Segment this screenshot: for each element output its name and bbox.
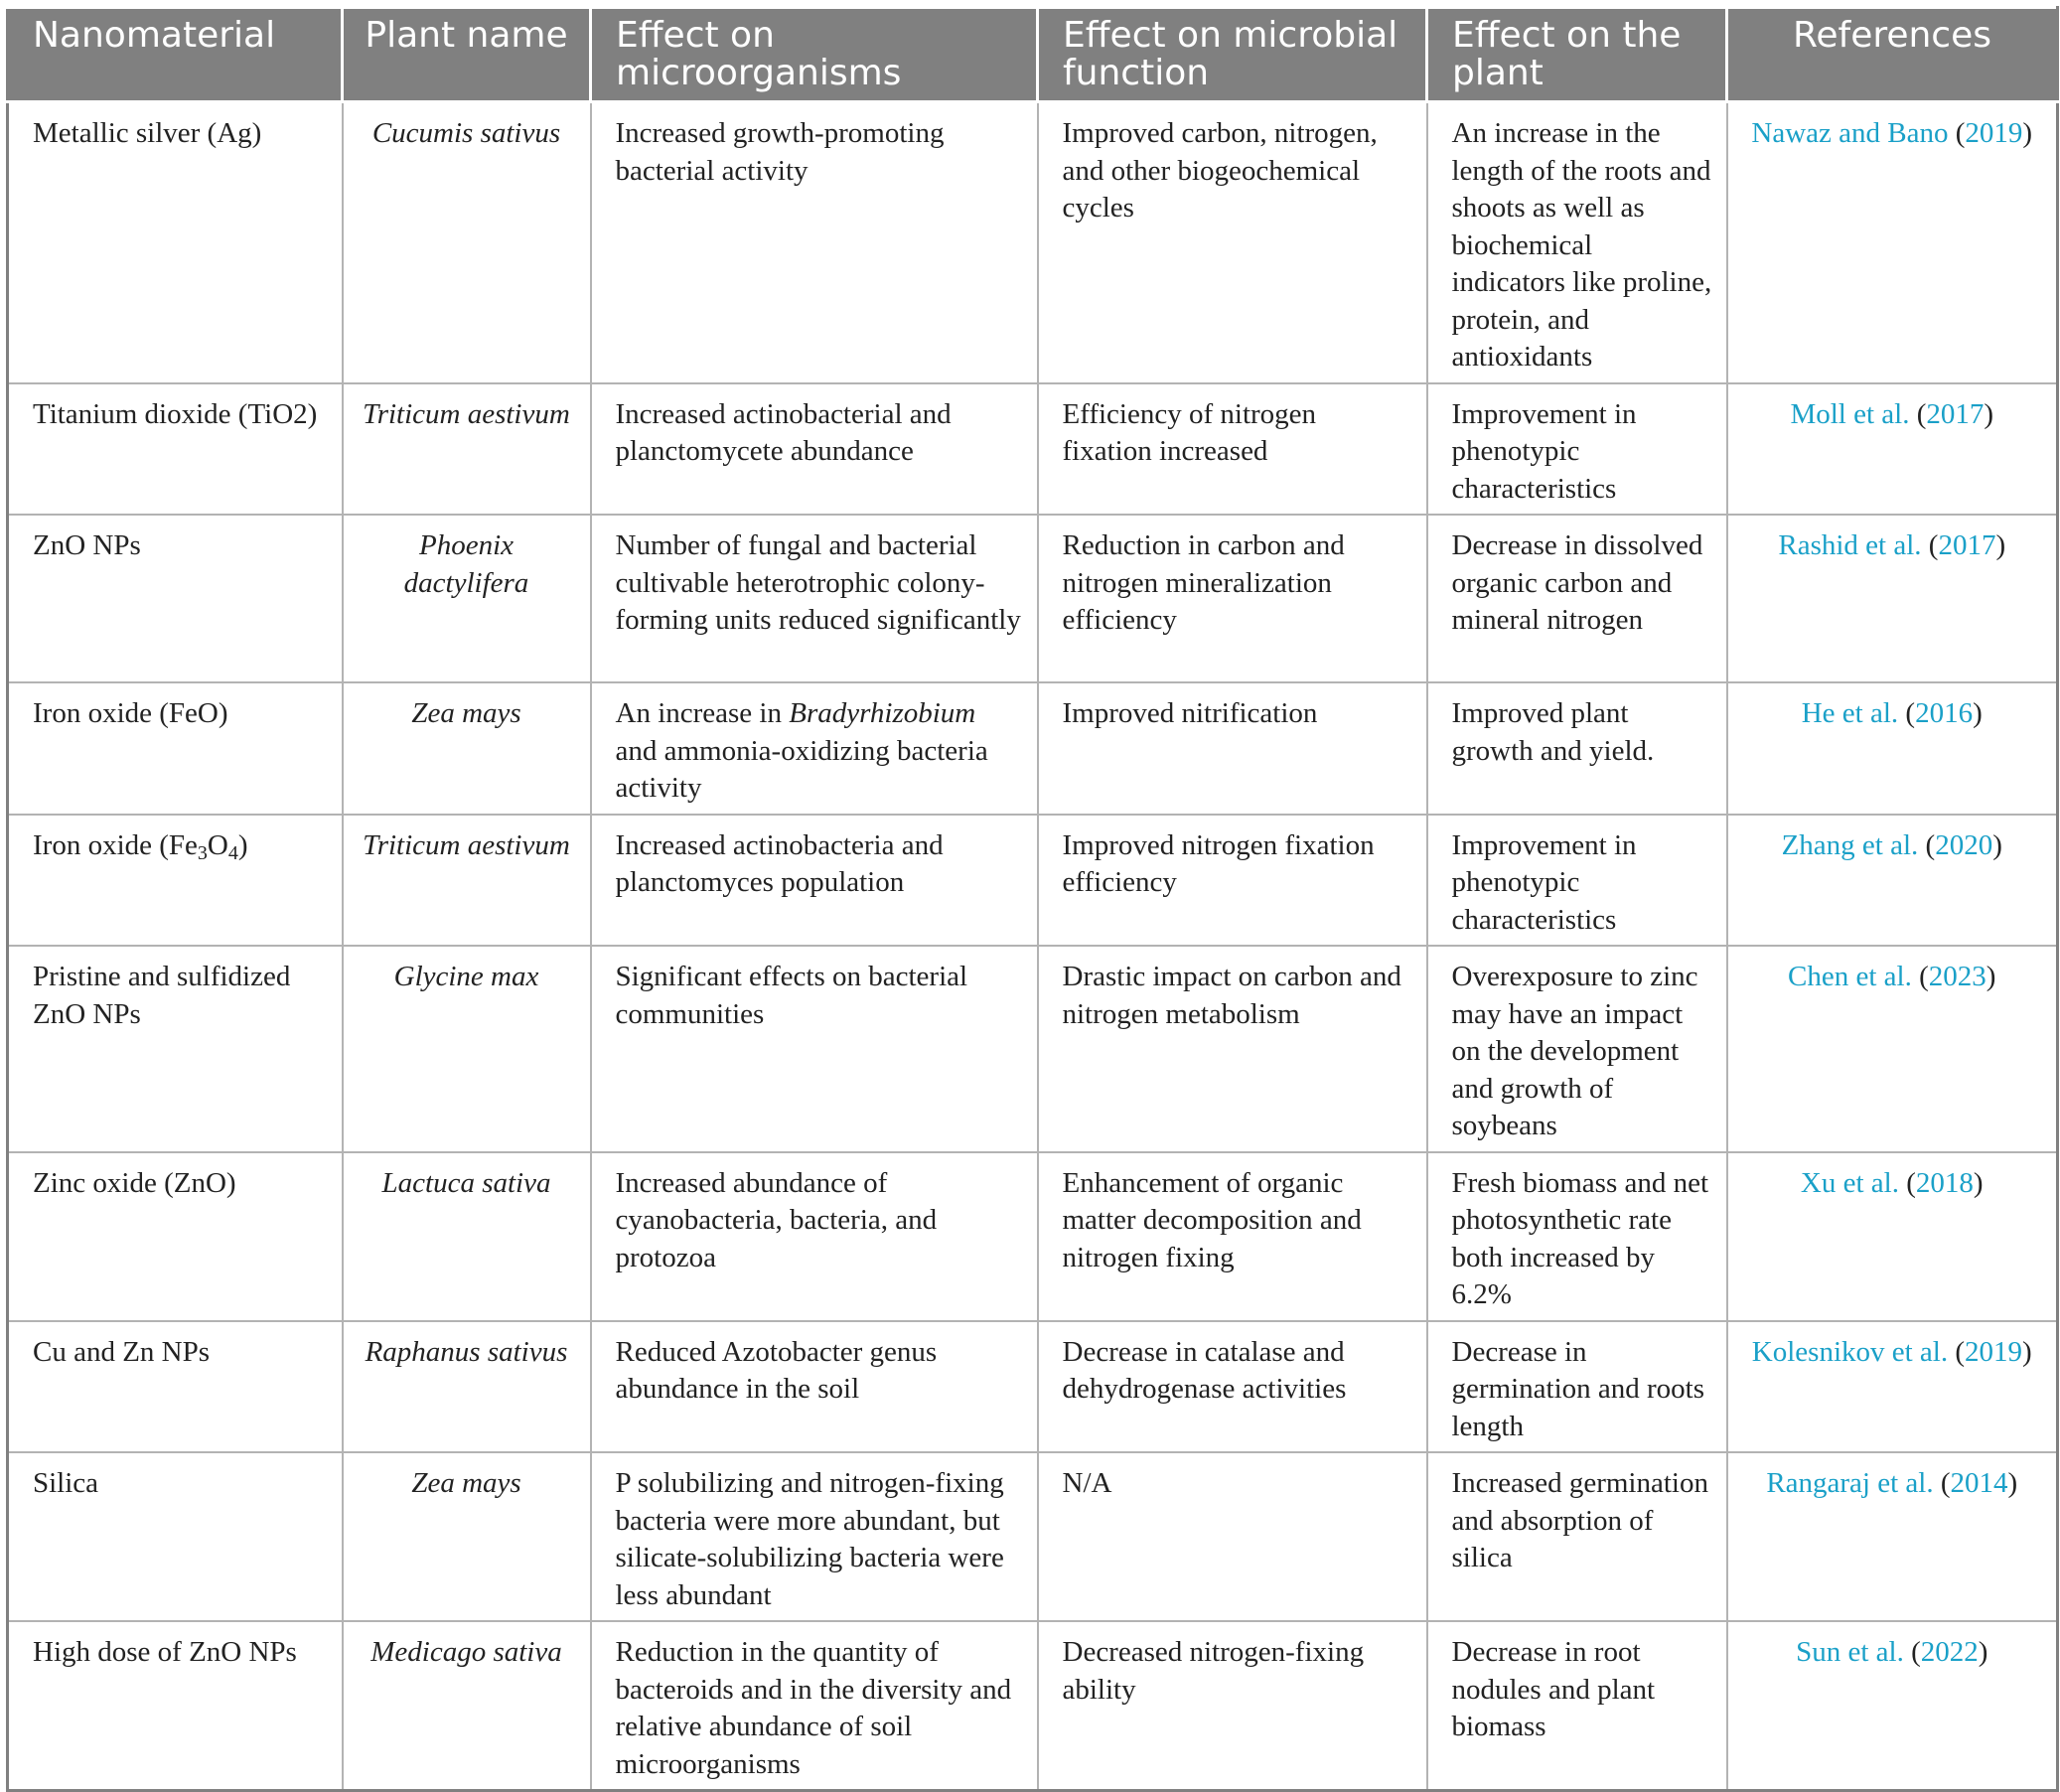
reference-cell: Chen et al. (2023) [1727,946,2058,1152]
microorganisms-cell: Significant effects on bacterial communities [591,946,1038,1152]
formula-subscript: 3 [197,841,208,864]
microbial-function-cell: Enhancement of organic matter decomposition and nitrogen fixing [1038,1152,1427,1321]
plant-effect-cell: Increased germination and absorption of silica [1427,1452,1727,1621]
table-row [8,682,2058,815]
header-plant-name: Plant name [343,8,591,102]
microbial-function-cell: Improved nitrification [1038,682,1427,815]
reference-cell: Kolesnikov et al. (2019) [1727,1321,2058,1453]
reference-cell: Sun et al. (2022) [1727,1621,2058,1791]
nanomaterial-cell: Titanium dioxide (TiO2) [8,383,343,516]
microbial-function-cell: Drastic impact on carbon and nitrogen metabolism [1038,946,1427,1152]
reference-link[interactable]: Moll et al. [1790,397,1910,430]
header-effect-plant: Effect on the plant [1427,8,1727,102]
plant-effect-cell: Improved plant growth and yield. [1427,682,1727,815]
plant-name-cell: Triticum aestivum [343,815,591,947]
microorganisms-cell: Reduction in the quantity of bacteroids and in the diversity and relative abundance of soil microorganisms [591,1621,1038,1791]
plant-name-cell: Zea mays [343,682,591,815]
reference-year-link[interactable]: 2019 [1965,117,2023,149]
header-effect-microbial-function: Effect on microbial function [1038,8,1427,102]
microorganisms-cell: Increased actinobacteria and planctomyces population [591,815,1038,947]
reference-cell: Moll et al. (2017) [1727,383,2058,516]
plant-name-cell: Glycine max [343,946,591,1152]
nanomaterial-cell: Zinc oxide (ZnO) [8,1152,343,1321]
reference-year-link[interactable]: 2017 [1926,397,1985,430]
formula-text: ) [237,828,248,861]
plant-effect-cell: Decrease in dissolved organic carbon and mineral nitrogen [1427,515,1727,682]
reference-link[interactable]: Rangaraj et al. [1766,1467,1934,1499]
microorganisms-cell: Reduced Azotobacter genus abundance in the soil [591,1321,1038,1453]
table-row [8,515,2058,682]
formula-subscript: 4 [227,841,238,864]
data-table [6,6,2059,1792]
reference-link[interactable]: Rashid et al. [1778,529,1922,561]
reference-link[interactable]: Xu et al. [1800,1166,1899,1199]
microorganisms-cell [591,682,1038,815]
reference-cell: Nawaz and Bano (2019) [1727,102,2058,383]
formula-text: O [207,828,228,861]
reference-cell: Xu et al. (2018) [1727,1152,2058,1321]
genus-name: Bradyrhizobium [789,697,976,729]
reference-cell: Rashid et al. (2017) [1727,515,2058,682]
nanomaterial-cell: Cu and Zn NPs [8,1321,343,1453]
reference-cell: Zhang et al. (2020) [1727,815,2058,947]
microbial-function-cell: Reduction in carbon and nitrogen mineralization efficiency [1038,515,1427,682]
plant-name-cell: Cucumis sativus [343,102,591,383]
reference-link[interactable]: Nawaz and Bano [1751,117,1949,149]
table-row [8,946,2058,1152]
reference-link[interactable]: Sun et al. [1796,1636,1904,1668]
table-row [8,1152,2058,1321]
reference-year-link[interactable]: 2018 [1915,1166,1974,1199]
plant-effect-cell: Decrease in germination and roots length [1427,1321,1727,1453]
reference-link[interactable]: Chen et al. [1788,961,1912,992]
table-row [8,1321,2058,1453]
reference-year-link[interactable]: 2020 [1935,828,1993,861]
microorganisms-cell: Number of fungal and bacterial cultivable heterotrophic colony-forming units reduced significantly [591,515,1038,682]
nanomaterial-cell: Pristine and sulfidized ZnO NPs [8,946,343,1152]
nanomaterial-cell: ZnO NPs [8,515,343,682]
reference-link[interactable]: Zhang et al. [1781,828,1919,861]
plant-effect-cell: Improvement in phenotypic characteristics [1427,383,1727,516]
plant-name-cell: Phoenix dactylifera [343,515,591,682]
microorganisms-text: An increase in [615,697,790,729]
reference-link[interactable]: Kolesnikov et al. [1751,1335,1949,1368]
nanomaterial-cell: High dose of ZnO NPs [8,1621,343,1791]
header-row [8,8,2058,102]
reference-cell: He et al. (2016) [1727,682,2058,815]
nanomaterial-cell: Silica [8,1452,343,1621]
plant-name-cell: Raphanus sativus [343,1321,591,1453]
reference-year-link[interactable]: 2016 [1915,697,1974,729]
plant-name-cell: Lactuca sativa [343,1152,591,1321]
microbial-function-cell: Improved nitrogen fixation efficiency [1038,815,1427,947]
microbial-function-cell: Efficiency of nitrogen fixation increased [1038,383,1427,516]
plant-name-cell: Zea mays [343,1452,591,1621]
nanomaterial-cell [8,815,343,947]
table-row [8,383,2058,516]
nanomaterial-cell: Metallic silver (Ag) [8,102,343,383]
table-row [8,1621,2058,1791]
microorganisms-cell: Increased abundance of cyanobacteria, bacteria, and protozoa [591,1152,1038,1321]
microorganisms-cell: Increased actinobacterial and planctomycete abundance [591,383,1038,516]
plant-effect-cell: Overexposure to zinc may have an impact on the development and growth of soybeans [1427,946,1727,1152]
microorganisms-cell: P solubilizing and nitrogen-fixing bacteria were more abundant, but silicate-solubilizing bacteria were less abundant [591,1452,1038,1621]
reference-year-link[interactable]: 2014 [1950,1467,2008,1499]
plant-effect-cell: An increase in the length of the roots and shoots as well as biochemical indicators like proline, protein, and antioxidants [1427,102,1727,383]
header-effect-microorganisms: Effect on microorganisms [591,8,1038,102]
formula-text: Iron oxide (Fe [33,828,198,861]
table-row [8,815,2058,947]
reference-year-link[interactable]: 2022 [1920,1636,1979,1668]
microbial-function-cell: N/A [1038,1452,1427,1621]
nanomaterial-cell: Iron oxide (FeO) [8,682,343,815]
header-references: References [1727,8,2058,102]
reference-year-link[interactable]: 2019 [1965,1335,2023,1368]
plant-name-cell: Medicago sativa [343,1621,591,1791]
plant-effect-cell: Decrease in root nodules and plant biomass [1427,1621,1727,1791]
plant-effect-cell: Improvement in phenotypic characteristics [1427,815,1727,947]
header-nanomaterial: Nanomaterial [8,8,343,102]
table-row [8,1452,2058,1621]
plant-effect-cell: Fresh biomass and net photosynthetic rate both increased by 6.2% [1427,1152,1727,1321]
microbial-function-cell: Improved carbon, nitrogen, and other biogeochemical cycles [1038,102,1427,383]
reference-year-link[interactable]: 2017 [1938,529,1996,561]
reference-link[interactable]: He et al. [1801,697,1899,729]
microbial-function-cell: Decrease in catalase and dehydrogenase activities [1038,1321,1427,1453]
reference-year-link[interactable]: 2023 [1928,961,1986,992]
microorganisms-cell: Increased growth-promoting bacterial activity [591,102,1038,383]
plant-name-cell: Triticum aestivum [343,383,591,516]
reference-cell: Rangaraj et al. (2014) [1727,1452,2058,1621]
table-row [8,102,2058,383]
microbial-function-cell: Decreased nitrogen-fixing ability [1038,1621,1427,1791]
microorganisms-text: and ammonia-oxidizing bacteria activity [615,734,988,804]
